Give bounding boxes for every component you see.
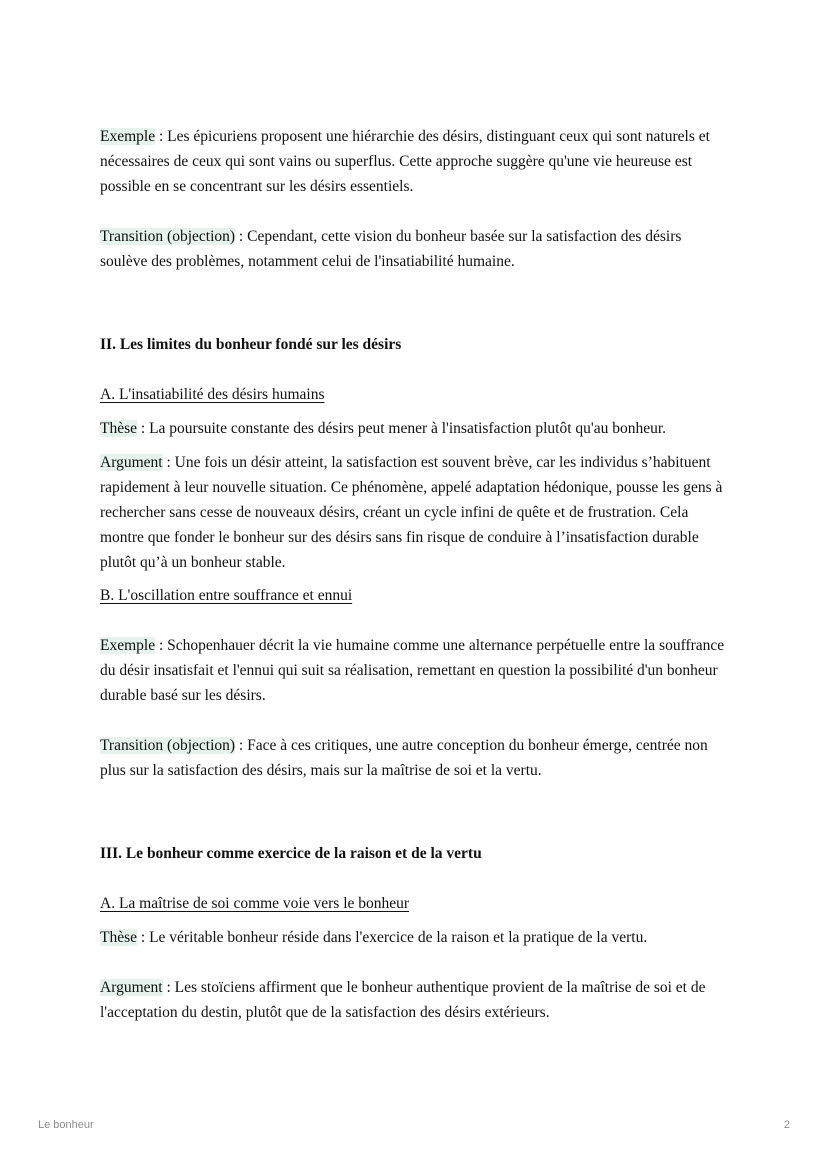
subheading-3a-wrap (100, 891, 728, 916)
paragraph-transition-2 (100, 733, 728, 783)
paragraph-argument-3a (100, 975, 728, 1025)
paragraph-label: Exemple (100, 637, 156, 654)
paragraph-text: : Les stoïciens affirment que le bonheur authentique provient de la maîtrise de soi et de l'acceptation du destin, plutôt que de la satisfaction des désirs extérieurs. (100, 979, 706, 1021)
document-body (100, 124, 728, 1025)
section-heading-2: II. Les limites du bonheur fondé sur les désirs (100, 336, 402, 353)
paragraph-these-2a (100, 416, 728, 441)
paragraph-text: : La poursuite constante des désirs peut mener à l'insatisfaction plutôt qu'au bonheur. (137, 420, 667, 437)
paragraph-label: Thèse (100, 929, 138, 946)
paragraph-label: Transition (objection) (100, 228, 236, 245)
subheading-2b-wrap (100, 583, 728, 608)
paragraph-text: : Une fois un désir atteint, la satisfaction est souvent brève, car les individus s’habituent rapidement à leur nouvelle situation. Ce phénomène, appelé adaptation hédonique, pousse les gens à rechercher sans cesse de nouveaux désirs, créant un cycle infini de quête et de frustration. Cela montre que fonder le bonheur sur des désirs sans fin risque de conduire à l’insatisfaction durable plutôt qu’à un bonheur stable. (100, 454, 723, 571)
footer-page-number: 2 (783, 1119, 790, 1131)
paragraph-transition-1 (100, 224, 728, 274)
paragraph-these-3a (100, 925, 728, 950)
subheading-2a-wrap (100, 382, 728, 407)
subheading-2b: B. L'oscillation entre souffrance et ennui (100, 587, 353, 604)
paragraph-label: Transition (objection) (100, 737, 236, 754)
footer-document-title: Le bonheur (38, 1119, 94, 1131)
paragraph-example-schopenhauer (100, 633, 728, 708)
subheading-2a: A. L'insatiabilité des désirs humains (100, 386, 325, 403)
subheading-3a: A. La maîtrise de soi comme voie vers le bonheur (100, 895, 410, 912)
paragraph-text: : Face à ces critiques, une autre conception du bonheur émerge, centrée non plus sur la satisfaction des désirs, mais sur la maîtrise de soi et la vertu. (100, 737, 708, 779)
paragraph-label: Argument (100, 979, 163, 996)
paragraph-text: : Les épicuriens proposent une hiérarchie des désirs, distinguant ceux qui sont naturels et nécessaires de ceux qui sont vains ou superflus. Cette approche suggère qu'une vie heureuse est possible en se concentrant sur les désirs essentiels. (100, 128, 710, 195)
paragraph-label: Exemple (100, 128, 156, 145)
paragraph-label: Argument (100, 454, 163, 471)
paragraph-text: : Cependant, cette vision du bonheur basée sur la satisfaction des désirs soulève des problèmes, notamment celui de l'insatiabilité humaine. (100, 228, 682, 270)
section-heading-3: III. Le bonheur comme exercice de la raison et de la vertu (100, 845, 482, 862)
paragraph-example-epicuriens (100, 124, 728, 199)
paragraph-argument-2a (100, 450, 728, 575)
paragraph-text: : Schopenhauer décrit la vie humaine comme une alternance perpétuelle entre la souffrance du désir insatisfait et l'ennui qui suit sa réalisation, remettant en question la possibilité d'un bonheur durable basé sur les désirs. (100, 637, 725, 704)
paragraph-text: : Le véritable bonheur réside dans l'exercice de la raison et la pratique de la vertu. (137, 929, 648, 946)
paragraph-label: Thèse (100, 420, 138, 437)
